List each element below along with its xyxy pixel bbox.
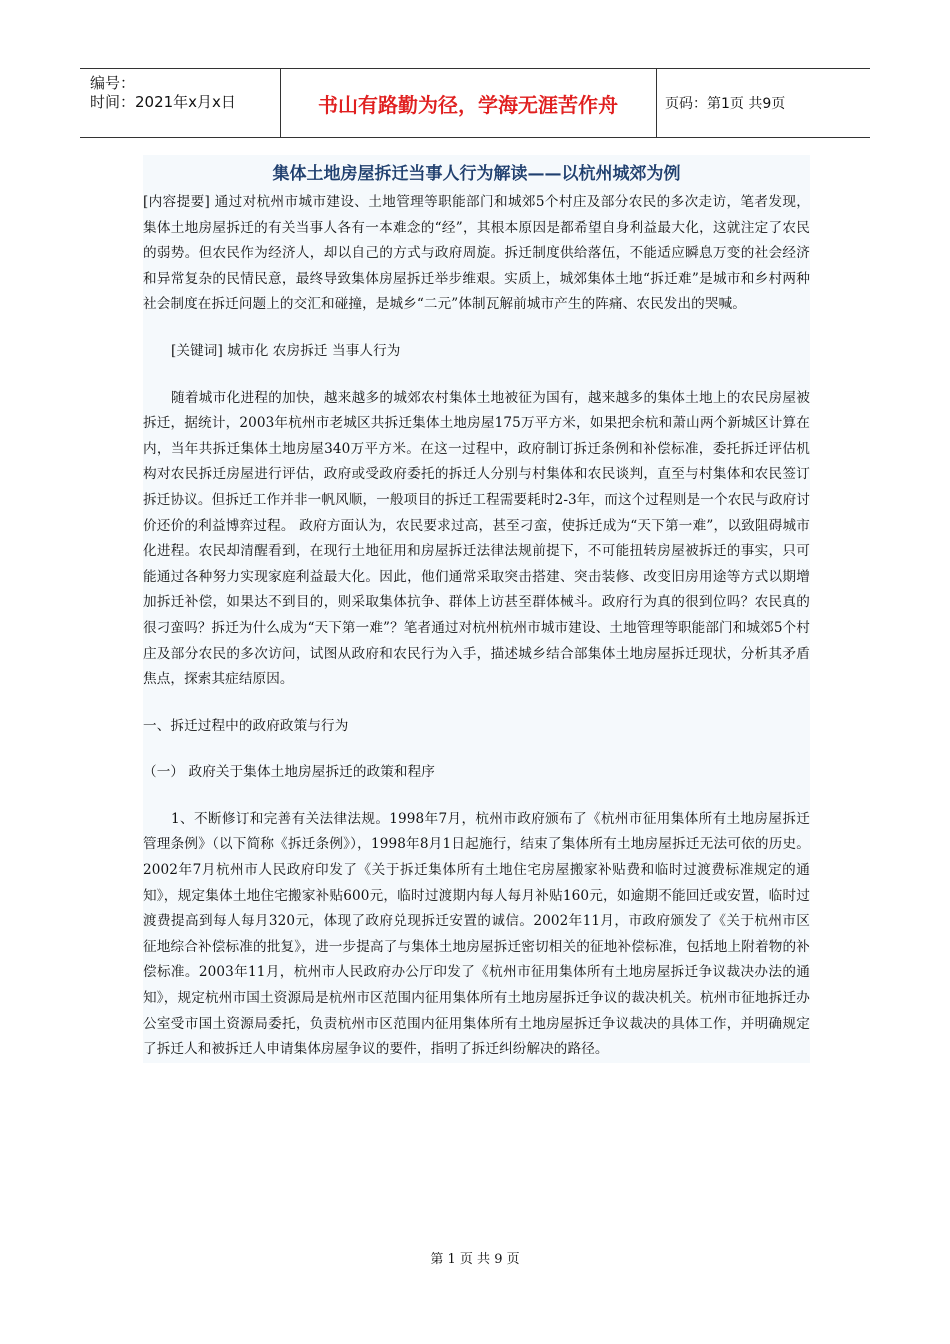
body-paragraph: 1、不断修订和完善有关法律法规。1998年7月，杭州市政府颁布了《杭州市征用集体所有土地房屋拆迁管理条例》（以下简称《拆迁条例》），1998年8月1日起施行，结束了集体所有土地房屋拆迁无法可依的历史。2002年7月杭州市人民政府印发了《关于拆迁集体所有土地住宅房屋搬家补贴费和临时过渡费标准规定的通知》，规定集体土地住宅搬家补贴600元，临时过渡期内每人每月补贴160元，如逾期不能回迁或安置，临时过渡费提高到每人每月320元，体现了政府兑现拆迁安置的诚信。2002年11月，市政府颁发了《关于杭州市区征地综合补偿标准的批复》，进一步提高了与集体土地房屋拆迁密切相关的征地补偿标准，包括地上附着物的补偿标准。2003年11月，杭州市人民政府办公厅印发了《杭州市征用集体所有土地房屋拆迁争议裁决办法的通知》，规定杭州市国土资源局是杭州市区范围内征用集体所有土地房屋拆迁争议的裁决机关。杭州市征地拆迁办公室受市国土资源局委托，负责杭州市区范围内征用集体所有土地房屋拆迁争议裁决的具体工作，并明确规定了拆迁人和被拆迁人申请集体房屋争议的要件，指明了拆迁纠纷解决的路径。 [143,810,810,1058]
header-meta [90,74,236,112]
header-divider-right [656,69,657,137]
document-number-label: 编号： [90,74,136,92]
intro-paragraph: 随着城市化进程的加快，越来越多的城郊农村集体土地被征为国有，越来越多的集体土地上的农民房屋被拆迁，据统计，2003年杭州市老城区共拆迁集体土地房屋175万平方米，如果把余杭和萧山两个新城区计算在内，当年共拆迁集体土地房屋340万平方米。在这一过程中，政府制订拆迁条例和补偿标准，委托拆迁评估机构对农民拆迁房屋进行评估，政府或受政府委托的拆迁人分别与村集体和农民谈判，直至与村集体和农民签订拆迁协议。但拆迁工作并非一帆风顺，一般项目的拆迁工程需要耗时2-3年，而这个过程则是一个农民与政府讨价还价的利益博弈过程。 政府方面认为，农民要求过高，甚至刁蛮，使拆迁成为“天下第一难”，以致阻碍城市化进程。农民却清醒看到，在现行土地征用和房屋拆迁法律法规前提下，不可能扭转房屋被拆迁的事实，只可能通过各种努力实现家庭利益最大化。因此，他们通常采取突击搭建、突击装修、改变旧房用途等方式以期增加拆迁补偿，如果达不到目的，则采取集体抗争、群体上访甚至群体械斗。政府行为真的很到位吗？农民真的很刁蛮吗？拆迁为什么成为“天下第一难”？笔者通过对杭州杭州市城市建设、土地管理等职能部门和城郊5个村庄及部分农民的多次访问，试图从政府和农民行为入手，描述城乡结合部集体土地房屋拆迁现状，分析其矛盾焦点，探索其症结原因。 [143,389,810,688]
keywords-paragraph: [关键词] 城市化 农房拆迁 当事人行为 [171,342,401,359]
document-body [143,155,810,1063]
document-title: 集体土地房屋拆迁当事人行为解读——以杭州城郊为例 [272,164,681,184]
subsection-heading: （一） 政府关于集体土地房屋拆迁的政策和程序 [143,764,435,781]
section-heading: 一、拆迁过程中的政府政策与行为 [143,717,349,734]
header-motto: 书山有路勤为径，学海无涯苦作舟 [318,92,618,117]
page-header [80,68,870,138]
abstract-paragraph: [内容提要] 通过对杭州市城市建设、土地管理等职能部门和城郊5个村庄及部分农民的多次走访，笔者发现，集体土地房屋拆迁的有关当事人各有一本难念的“经”，其根本原因是都希望自身利益最大化，这就注定了农民的弱势。但农民作为经济人，却以自己的方式与政府周旋。拆迁制度供给落伍，不能适应瞬息万变的社会经济和异常复杂的民情民意，最终导致集体房屋拆迁举步维艰。实质上，城郊集体土地“拆迁难”是城市和乡村两种社会制度在拆迁问题上的交汇和碰撞，是城乡“二元”体制瓦解前城市产生的阵痛、农民发出的哭喊。 [143,194,810,313]
page-footer: 第 1 页 共 9 页 [430,1252,520,1267]
document-time-label: 时间：2021年x月x日 [90,93,236,111]
header-page-info: 页码：第1页 共9页 [665,96,786,112]
